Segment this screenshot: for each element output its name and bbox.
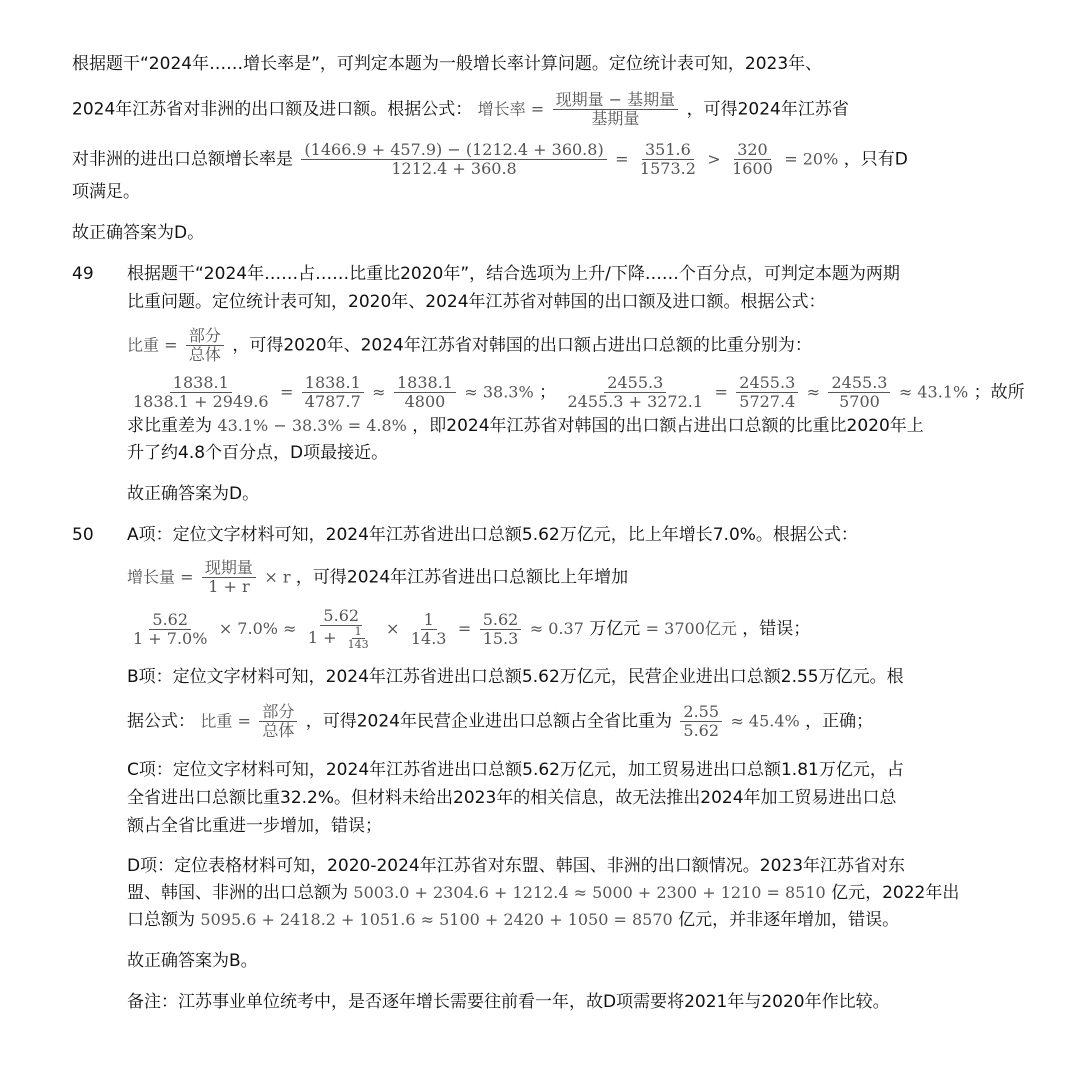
fraction-numerator: 2455.3 <box>736 374 798 393</box>
q50-option-d-line-2-tail: 亿元，2022年出 <box>831 883 960 903</box>
q50-option-b-line-1: B项：定位文字材料可知，2024年江苏省进出口总额5.62万亿元，民营企业进出口总额2.55万亿元。根 <box>127 667 904 687</box>
export-sum-2023: 5003.0 + 2304.6 + 1212.4 ≈ 5000 + 2300 + 1210 = 8510 <box>353 883 826 902</box>
export-sum-2022: 5095.6 + 2418.2 + 1051.6 ≈ 5100 + 2420 + 1050 = 8570 <box>200 910 673 929</box>
semicolon: ； <box>539 382 557 403</box>
intro-line-1: 根据题干“2024年……增长率是”，可判定本题为一般增长率计算问题。定位统计表可知，2023年、 <box>72 54 823 74</box>
fraction-denominator: 4787.7 <box>304 392 361 411</box>
fraction-denominator: 1600 <box>732 159 773 178</box>
formula-denominator: 总体 <box>262 721 295 740</box>
fraction-denominator: 1212.4 + 360.8 <box>391 159 517 178</box>
fraction-denominator: 1573.2 <box>639 159 696 178</box>
q50-option-a-line-2 <box>127 559 628 596</box>
fraction-numerator: 2455.3 <box>604 374 666 393</box>
fraction-denominator: 2455.3 + 3272.1 <box>567 392 704 411</box>
q50-option-a-line-2-tail: ，可得2024年江苏省进出口总额比上年增加 <box>295 567 629 588</box>
fraction-numerator: 320 <box>734 141 771 160</box>
formula-denominator: 基期量 <box>591 109 640 128</box>
q50-option-d-line-2 <box>127 881 959 905</box>
increase-fraction-3 <box>408 611 450 648</box>
greater-than-sign: > <box>707 149 721 169</box>
fraction-denominator: 5700 <box>839 392 880 411</box>
growth-result: = 20% <box>784 149 839 169</box>
q49-line-5-tail: ，即2024年江苏省对韩国的出口额占进出口总额的比重比2020年上 <box>412 416 924 436</box>
q50-option-d-line-2-text: 盟、韩国、非洲的出口总额为 <box>127 883 348 903</box>
question-number-49: 49 <box>72 264 94 284</box>
korea-2024-fraction-2 <box>736 374 798 411</box>
intro-line-2-tail: ，可得2024年江苏省 <box>686 99 849 120</box>
fraction-numerator: 1 <box>421 611 437 630</box>
equals-sign: = <box>279 382 294 402</box>
fraction-denominator: 1838.1 + 2949.6 <box>133 392 269 411</box>
option-b-verdict: ，正确； <box>805 711 874 732</box>
fraction-numerator: 2455.3 <box>828 374 890 393</box>
fraction-denominator: 5.62 <box>683 721 720 740</box>
q50-option-d-line-3-text: 口总额为 <box>127 910 195 930</box>
fraction-numerator: 5.62 <box>149 611 191 630</box>
small-fraction <box>345 626 372 651</box>
proportion-formula <box>259 703 297 740</box>
fraction-numerator: 1838.1 <box>170 374 232 393</box>
korea-2020-fraction-3 <box>394 374 456 411</box>
formula-denominator: 1 + r <box>208 577 250 596</box>
q49-line-3-tail: ，可得2020年、2024年江苏省对韩国的出口额占进出口总额的比重分别为： <box>232 335 812 356</box>
q49-line-5-text: 求比重差为 <box>127 416 212 436</box>
q50-answer: 故正确答案为B。 <box>127 951 258 971</box>
q50-option-b-line-2 <box>127 703 873 740</box>
q49-line-1: 根据题干“2024年……占……比重比2020年”，结合选项为上升/下降……个百分点，可判定本题为两期 <box>127 264 900 284</box>
korea-2020-fraction-1 <box>130 374 272 411</box>
intro-line-3-tail: ，只有D <box>843 149 908 170</box>
fraction-numerator: 1838.1 <box>394 374 456 393</box>
fraction-numerator: 351.6 <box>642 141 694 160</box>
increase-result-yi: = 3700亿元 <box>645 619 737 638</box>
fraction-numerator: 1838.1 <box>302 374 364 393</box>
africa-growth-fraction-2 <box>637 141 699 178</box>
q49-line-4-tail: ；故所 <box>973 382 1025 403</box>
intro-line-4: 项满足。 <box>72 182 140 202</box>
proportion-formula <box>186 327 224 364</box>
q50-note: 备注：江苏事业单位统考中，是否逐年增长需要往前看一年，故D项需要将2021年与2020年作比较。 <box>127 992 890 1012</box>
formula-denominator: 总体 <box>188 345 221 364</box>
fraction-numerator: (1466.9 + 457.9) − (1212.4 + 360.8) <box>301 141 606 160</box>
q49-line-4 <box>127 374 1025 411</box>
private-share-fraction <box>680 703 722 740</box>
q50-option-d-line-1: D项：定位表格材料可知，2020-2024年江苏省对东盟、韩国、非洲的出口额情况。2023年江苏省对东 <box>127 856 906 876</box>
fraction-denominator: 15.3 <box>482 628 519 648</box>
increase-result: ≈ 0.37 <box>529 619 584 638</box>
q50-option-d-line-3 <box>127 908 899 932</box>
q49-line-6: 升了约4.8个百分点，D项最接近。 <box>127 443 389 463</box>
formula-numerator: 部分 <box>259 703 297 722</box>
approx-sign: ≈ <box>372 382 386 402</box>
intro-line-2 <box>72 91 849 128</box>
option-a-verdict: ，错误； <box>742 619 811 639</box>
africa-growth-fraction <box>301 141 606 178</box>
q49-answer: 故正确答案为D。 <box>127 484 260 504</box>
fraction-denominator: 1 + 7.0% <box>133 628 208 648</box>
q50-option-a-line-3 <box>127 607 810 651</box>
intro-line-2-text: 2024年江苏省对非洲的出口额及进口额。根据公式： <box>72 99 473 120</box>
formula-numerator: 现期量 − 基期量 <box>553 91 679 110</box>
times-rate: × 7.0% ≈ <box>218 619 297 638</box>
q50-option-b-line-2-text: 据公式： <box>127 711 195 732</box>
equals-sign: = <box>714 382 728 402</box>
africa-growth-fraction-3 <box>729 141 776 178</box>
growth-rate-label: 增长率 = <box>477 99 545 119</box>
increase-fraction-4 <box>480 611 522 648</box>
fraction-denominator <box>305 626 378 651</box>
proportion-difference: 43.1% − 38.3% = 4.8% <box>217 416 407 435</box>
intro-answer: 故正确答案为D。 <box>72 223 205 243</box>
korea-2024-fraction-1 <box>565 374 707 411</box>
private-share-result: ≈ 45.4% <box>730 711 800 731</box>
growth-rate-formula <box>553 91 679 128</box>
fraction-numerator: 1 <box>352 626 365 639</box>
question-number-50: 50 <box>72 525 94 545</box>
fraction-numerator: 2.55 <box>680 703 722 722</box>
equals-sign: = <box>615 149 629 169</box>
q49-line-3 <box>127 327 812 364</box>
denominator-prefix: 1 + <box>307 628 337 647</box>
fraction-denominator: 14.3 <box>410 628 447 648</box>
equals-sign: = <box>457 619 472 638</box>
intro-line-3 <box>72 141 908 178</box>
fraction-denominator: 143 <box>347 638 369 651</box>
intro-line-3-text: 对非洲的进出口总额增长率是 <box>72 149 293 170</box>
increase-fraction-1 <box>130 611 210 648</box>
korea-2020-result: ≈ 38.3% <box>464 382 534 402</box>
korea-2024-result: ≈ 43.1% <box>898 382 969 402</box>
growth-amount-label: 增长量 = <box>127 567 194 587</box>
fraction-denominator: 4800 <box>404 392 446 411</box>
q49-line-2: 比重问题。定位统计表可知，2020年、2024年江苏省对韩国的出口额及进口额。根据公式： <box>127 292 826 312</box>
unit-wanyi: 万亿元 <box>589 619 641 639</box>
approx-sign: ≈ <box>806 382 821 402</box>
increase-fraction-2 <box>305 607 378 651</box>
q50-option-b-line-2-mid: ，可得2024年民营企业进出口总额占全省比重为 <box>305 711 672 732</box>
q49-line-5 <box>127 414 924 438</box>
fraction-denominator: 5727.4 <box>739 392 796 411</box>
korea-2024-fraction-3 <box>828 374 890 411</box>
times-sign: × <box>386 619 400 638</box>
times-r: × r <box>264 567 291 587</box>
q50-option-c-line-1: C项：定位文字材料可知，2024年江苏省进出口总额5.62万亿元，加工贸易进出口总额1.81万亿元，占 <box>127 760 904 780</box>
formula-numerator: 部分 <box>186 327 224 346</box>
korea-2020-fraction-2 <box>302 374 364 411</box>
fraction-numerator: 5.62 <box>320 607 362 626</box>
q50-option-a-line-1: A项：定位文字材料可知，2024年江苏省进出口总额5.62万亿元，比上年增长7.0%。根据公式： <box>127 525 858 545</box>
formula-numerator: 现期量 <box>202 559 256 578</box>
growth-amount-formula <box>202 559 256 596</box>
proportion-label: 比重 = <box>200 711 251 731</box>
q50-option-d-line-3-tail: 亿元，并非逐年增加，错误。 <box>678 910 900 930</box>
fraction-numerator: 5.62 <box>480 611 522 630</box>
proportion-label: 比重 = <box>127 335 178 355</box>
q50-option-c-line-2: 全省进出口总额比重32.2%。但材料未给出2023年的相关信息，故无法推出2024年加工贸易进出口总 <box>127 788 897 808</box>
q50-option-c-line-3: 额占全省比重进一步增加，错误； <box>127 816 382 836</box>
